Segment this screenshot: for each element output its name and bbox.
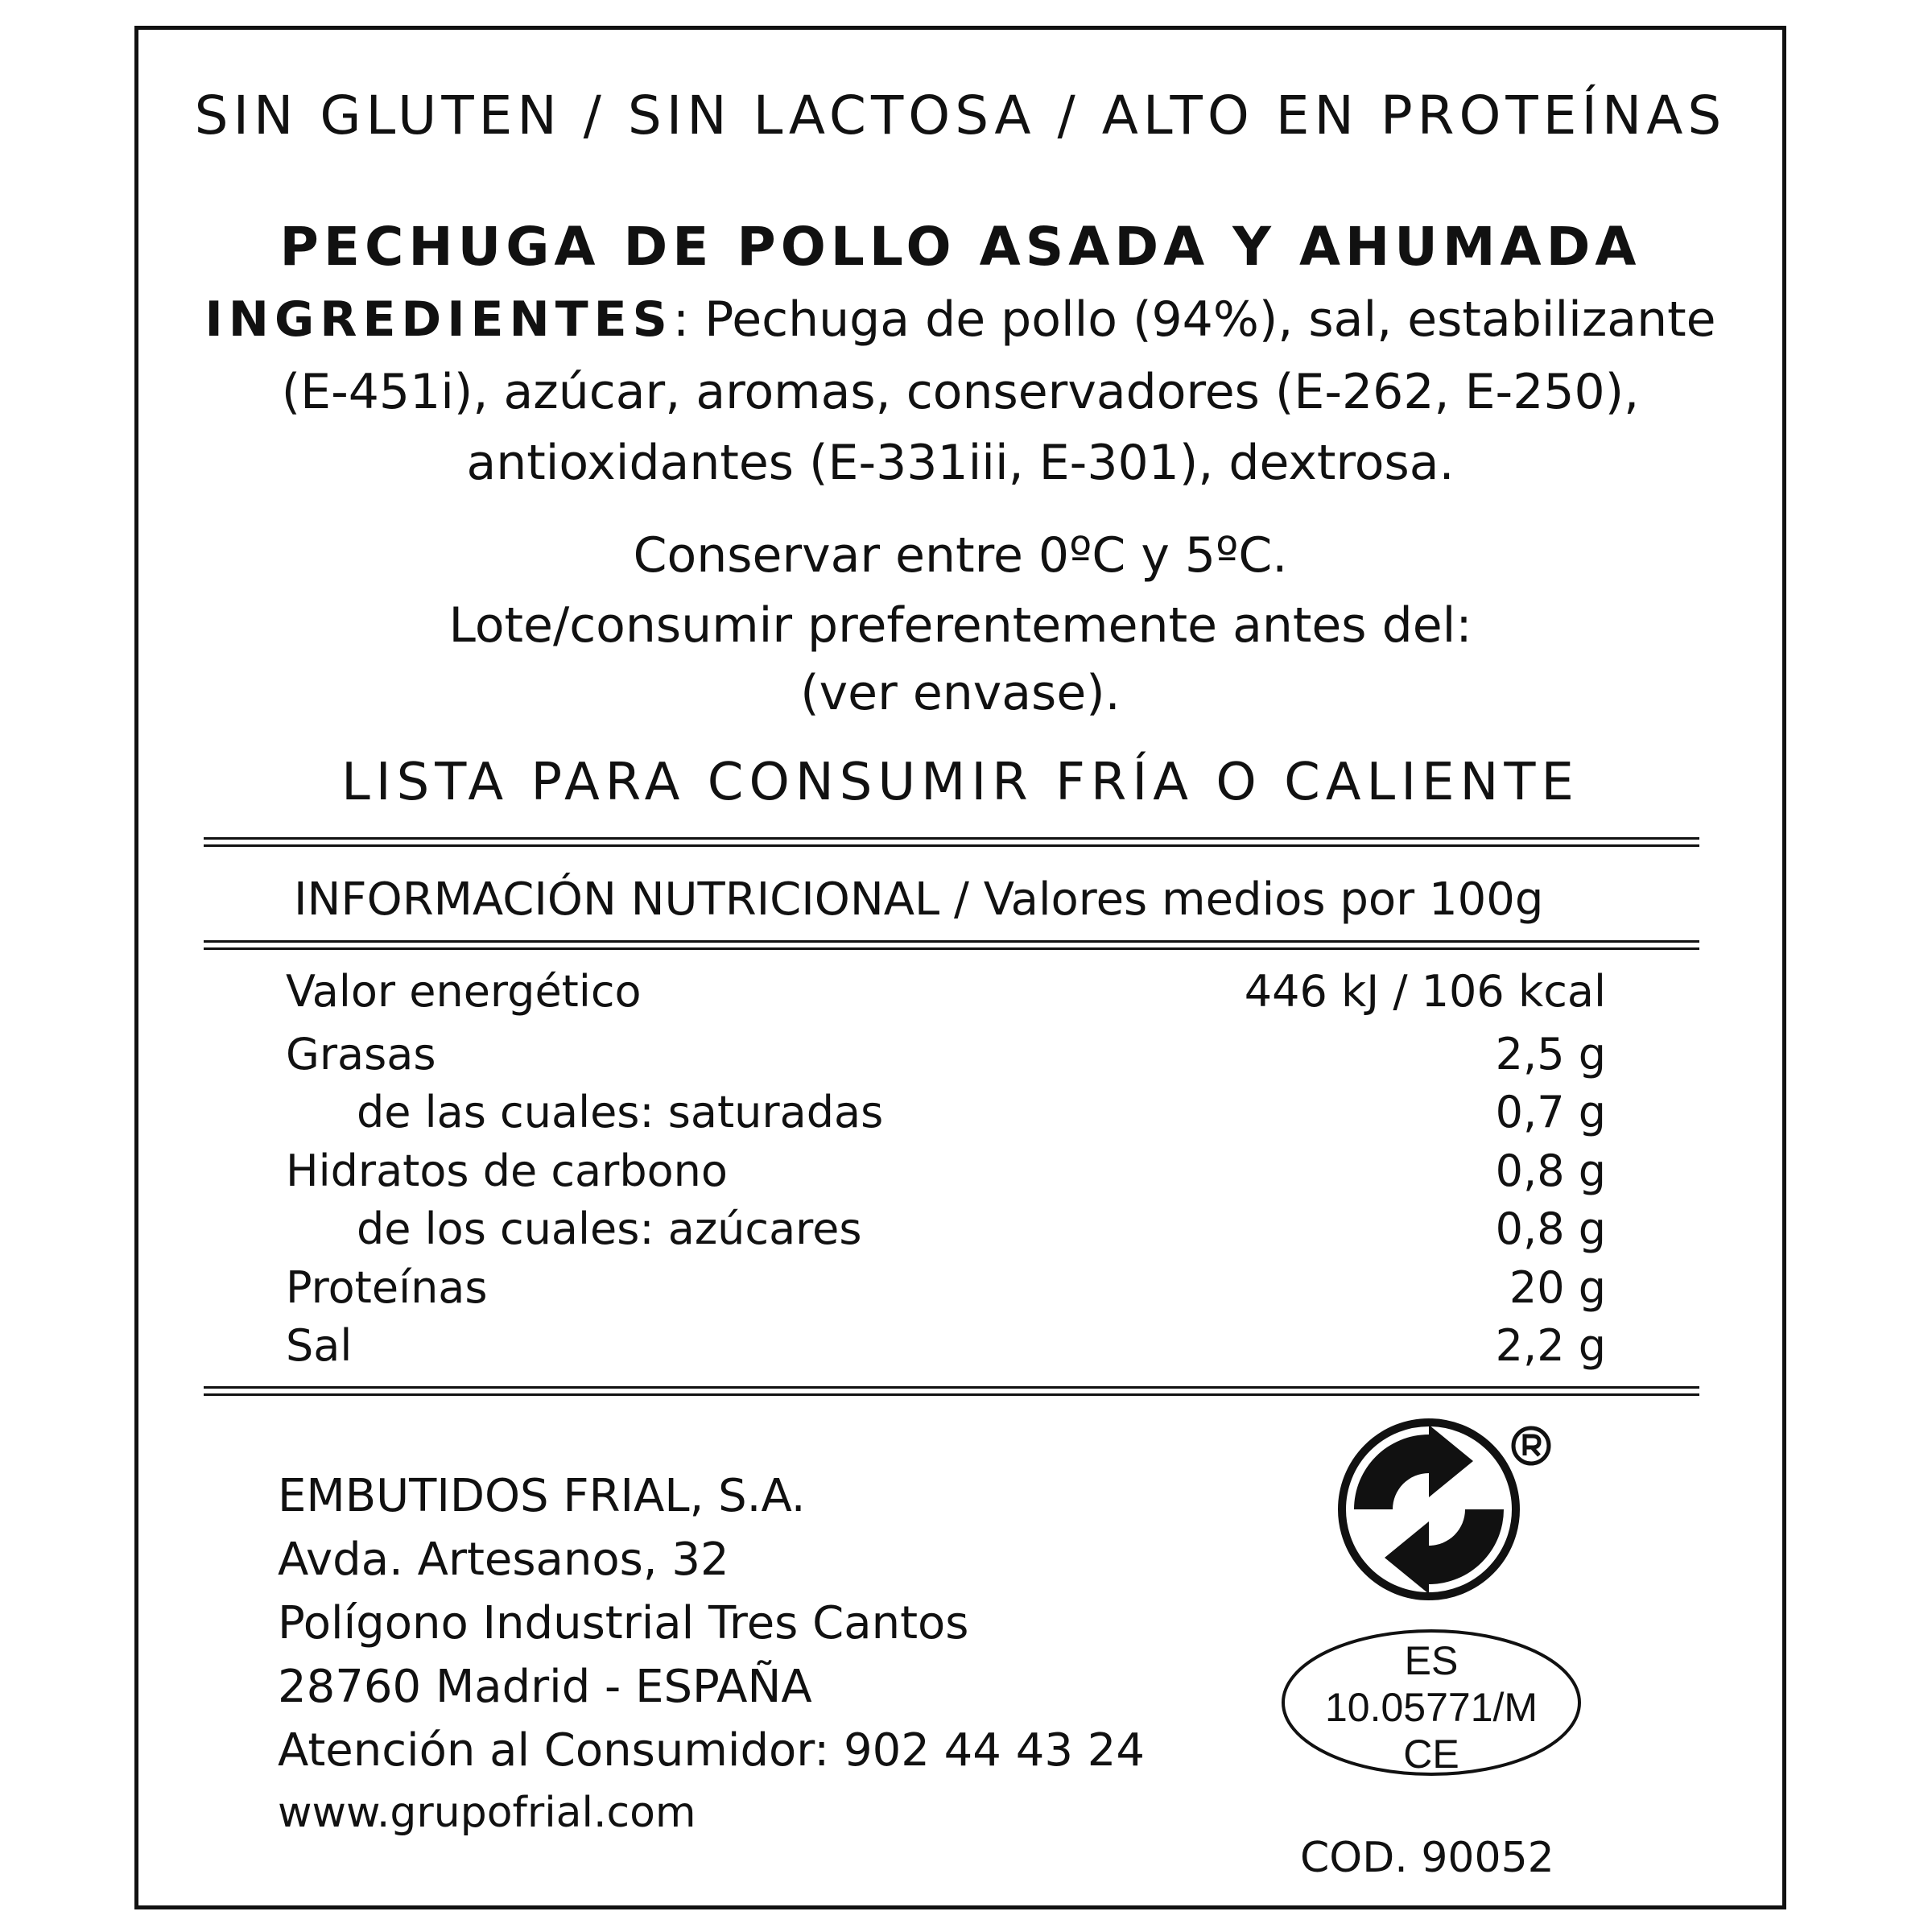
storage-line-1: Conservar entre 0ºC y 5ºC. (633, 527, 1288, 584)
nutrition-value: 0,8 g (1495, 1146, 1606, 1196)
consumer-phone: Atención al Consumidor: 902 44 43 24 (278, 1724, 1146, 1777)
ingredients-label: INGREDIENTES (204, 291, 673, 348)
company-website[interactable]: www.grupofrial.com (278, 1789, 696, 1837)
company-city: 28760 Madrid - ESPAÑA (278, 1661, 812, 1713)
dietary-claims: SIN GLUTEN / SIN LACTOSA / ALTO EN PROTEÍNAS (194, 85, 1727, 147)
nutrition-label: Proteínas (286, 1262, 488, 1313)
health-mark-ce: CE (1403, 1732, 1459, 1777)
nutrition-row-fat (286, 1029, 1606, 1085)
nutrition-row-sugars (286, 1203, 1606, 1260)
nutrition-label: Grasas (286, 1029, 436, 1080)
nutrition-value: 20 g (1509, 1262, 1606, 1313)
nutrition-value: 0,7 g (1495, 1087, 1606, 1137)
nutrition-row-salt (286, 1320, 1606, 1377)
nutrition-label: de los cuales: azúcares (357, 1203, 862, 1254)
nutrition-value: 2,5 g (1495, 1029, 1606, 1080)
nutrition-label: Valor energético (286, 966, 642, 1017)
product-code: COD. 90052 (1300, 1834, 1554, 1882)
divider-header (204, 940, 1699, 950)
nutrition-row-protein (286, 1262, 1606, 1319)
nutrition-label: Hidratos de carbono (286, 1146, 728, 1196)
ingredients-line-1 (134, 291, 1786, 348)
registered-trademark-icon (1510, 1425, 1552, 1467)
company-area: Polígono Industrial Tres Cantos (278, 1597, 969, 1649)
company-street: Avda. Artesanos, 32 (278, 1534, 729, 1586)
nutrition-label: de las cuales: saturadas (357, 1087, 884, 1137)
divider-top (204, 837, 1699, 847)
nutrition-value: 2,2 g (1495, 1320, 1606, 1371)
ingredients-line-3: antioxidantes (E-331iii, E-301), dextrosa. (466, 435, 1455, 491)
storage-line-3: (ver envase). (800, 665, 1121, 721)
ready-to-eat: LISTA PARA CONSUMIR FRÍA O CALIENTE (341, 753, 1579, 812)
nutrition-header: INFORMACIÓN NUTRICIONAL / Valores medios por 100g (294, 873, 1544, 926)
health-mark-country: ES (1404, 1638, 1459, 1683)
health-mark-number: 10.05771/M (1324, 1685, 1538, 1730)
nutrition-row-energy (286, 966, 1606, 1022)
storage-line-2: Lote/consumir preferentemente antes del: (448, 597, 1472, 654)
nutrition-value: 0,8 g (1495, 1203, 1606, 1254)
company-name: EMBUTIDOS FRIAL, S.A. (278, 1470, 806, 1522)
product-name: PECHUGA DE POLLO ASADA Y AHUMADA (279, 216, 1641, 278)
nutrition-row-carbs (286, 1146, 1606, 1202)
green-dot-recycling-icon (1336, 1417, 1521, 1602)
nutrition-label: Sal (286, 1320, 353, 1371)
ingredients-text-1: : Pechuga de pollo (94%), sal, estabilizante (672, 291, 1716, 348)
nutrition-row-saturated (286, 1087, 1606, 1143)
ingredients-line-2: (E-451i), azúcar, aromas, conservadores (E-262, E-250), (281, 364, 1640, 420)
divider-bottom (204, 1386, 1699, 1396)
nutrition-value: 446 kJ / 106 kcal (1244, 966, 1606, 1017)
